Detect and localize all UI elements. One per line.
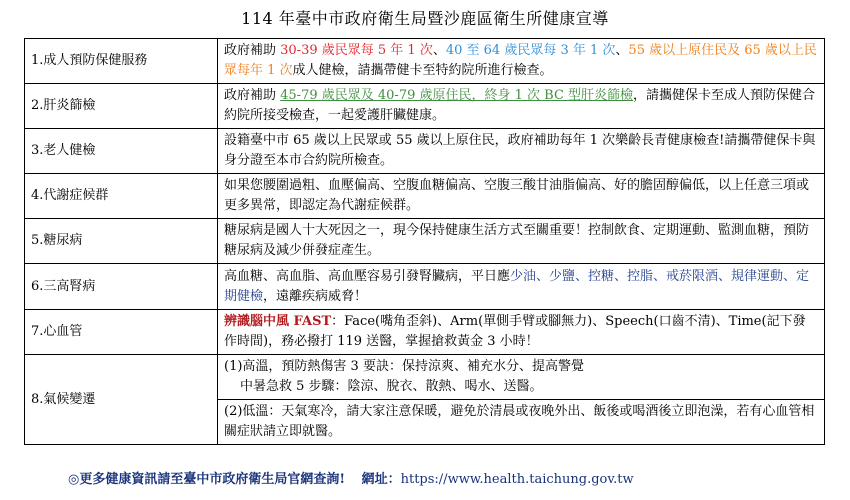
footer [68, 468, 634, 487]
text-segment: 政府補助 [224, 43, 281, 58]
table-row [25, 84, 825, 129]
row-label: 4.代謝症候群 [25, 174, 218, 219]
text-segment: 40 至 64 歲民眾每 3 年 1 次 [445, 43, 616, 58]
row-label: 3.老人健檢 [25, 129, 218, 174]
footer-text: 更多健康資訊請至臺中市政府衛生局官網查詢! [79, 472, 346, 487]
row-content-text [224, 41, 818, 81]
circle-icon: ◎ [68, 472, 80, 487]
text-segment: (1)高溫，預防熱傷害 3 要訣：保持涼爽、補充水分、提高警覺 [224, 359, 584, 374]
table-row [25, 355, 825, 445]
text-segment: 如果您腰圍過粗、血壓偏高、空腹血糖偏高、空腹三酸甘油脂偏高、好的膽固醇偏低，以上任意三項或更多異常，即認定為代謝症候群。 [224, 178, 810, 213]
row-label: 1.成人預防保健服務 [25, 39, 218, 84]
row-content [218, 264, 825, 310]
row-content [218, 174, 825, 219]
row-content [218, 310, 825, 355]
text-segment: 45-79 歲民眾及 40-79 歲原住民，終身 1 次 BC 型肝炎篩檢 [280, 88, 634, 103]
row-content [218, 129, 825, 174]
table-row [25, 129, 825, 174]
row-label: 5.糖尿病 [25, 219, 218, 264]
text-segment: 成人健檢，請攜帶健卡至特約院所進行檢查。 [292, 63, 553, 78]
row-label: 7.心血管 [25, 310, 218, 355]
page-title: 114 年臺中市政府衛生局暨沙鹿區衛生所健康宣導 [241, 9, 609, 28]
table-row [25, 219, 825, 264]
text-segment: ，遠離疾病威脅！ [263, 288, 368, 304]
table-row [25, 174, 825, 219]
text-segment: 少油、少鹽、控糖、控脂、戒菸限酒、規律運動、定期健檢 [224, 268, 810, 304]
row-content-text [224, 86, 818, 126]
table-row [25, 264, 825, 310]
text-segment: 、 [432, 43, 446, 58]
row-content [218, 84, 825, 129]
row-content-text [224, 357, 818, 377]
text-segment: 政府補助 [224, 88, 281, 103]
row-content-text [224, 312, 818, 352]
row-label: 8.氣候變遷 [25, 355, 218, 445]
row-content-text [224, 267, 818, 307]
row-content [218, 355, 825, 445]
row-label: 2.肝炎篩檢 [25, 84, 218, 129]
text-segment: ：Face(嘴角歪斜)、Arm(單側手臂或腳無力)、Speech(口齒不清)、Time(記下發作時間)，務必撥打 119 送醫，掌握搶救黃金 3 小時！ [224, 314, 806, 349]
text-segment: 辨識腦中風 FAST [224, 314, 332, 329]
row-label: 6.三高腎病 [25, 264, 218, 310]
row-content-text [224, 176, 818, 216]
text-segment: 糖尿病是國人十大死因之一，現今保持健康生活方式至關重要！控制飲食、定期運動、監測血糖，預防糖尿病及減少併發症產生。 [224, 223, 810, 258]
table-row [25, 39, 825, 84]
text-segment: 、 [615, 43, 629, 58]
row-content [218, 39, 825, 84]
footer-url-label: 網址： [361, 472, 401, 487]
text-segment: 高血糖、高血脂、高血壓容易引發腎臟病，平日應 [224, 268, 511, 284]
text-segment: 設籍臺中市 65 歲以上民眾或 55 歲以上原住民，政府補助每年 1 次樂齡長青健康檢查!請攜帶健保卡與身分證至本市合約院所檢查。 [224, 133, 816, 168]
row-content-text [224, 131, 818, 171]
row-content-text [224, 221, 818, 261]
footer-url-link[interactable]: https://www.health.taichung.gov.tw [400, 472, 634, 487]
text-segment: 55 歲以上原住民及 65 歲以上民眾每年 1 次 [224, 43, 817, 78]
text-segment: ，請攜健保卡至成人預防保健合約院所接受檢查，一起愛護肝臟健康。 [224, 88, 816, 123]
health-promotion-table [24, 38, 825, 445]
first-aid-steps: 中暑急救 5 步驟：陰涼、脫衣、散熱、喝水、送醫。 [240, 379, 543, 394]
text-segment: 30-39 歲民眾每 5 年 1 次 [280, 43, 433, 58]
table-row [25, 310, 825, 355]
low-temperature-advice: (2)低溫：天氣寒冷，請大家注意保暖，避免於清晨或夜晚外出、飯後或喝酒後立即泡澡，若有心血管相關症狀請立即就醫。 [218, 399, 824, 442]
row-content [218, 219, 825, 264]
